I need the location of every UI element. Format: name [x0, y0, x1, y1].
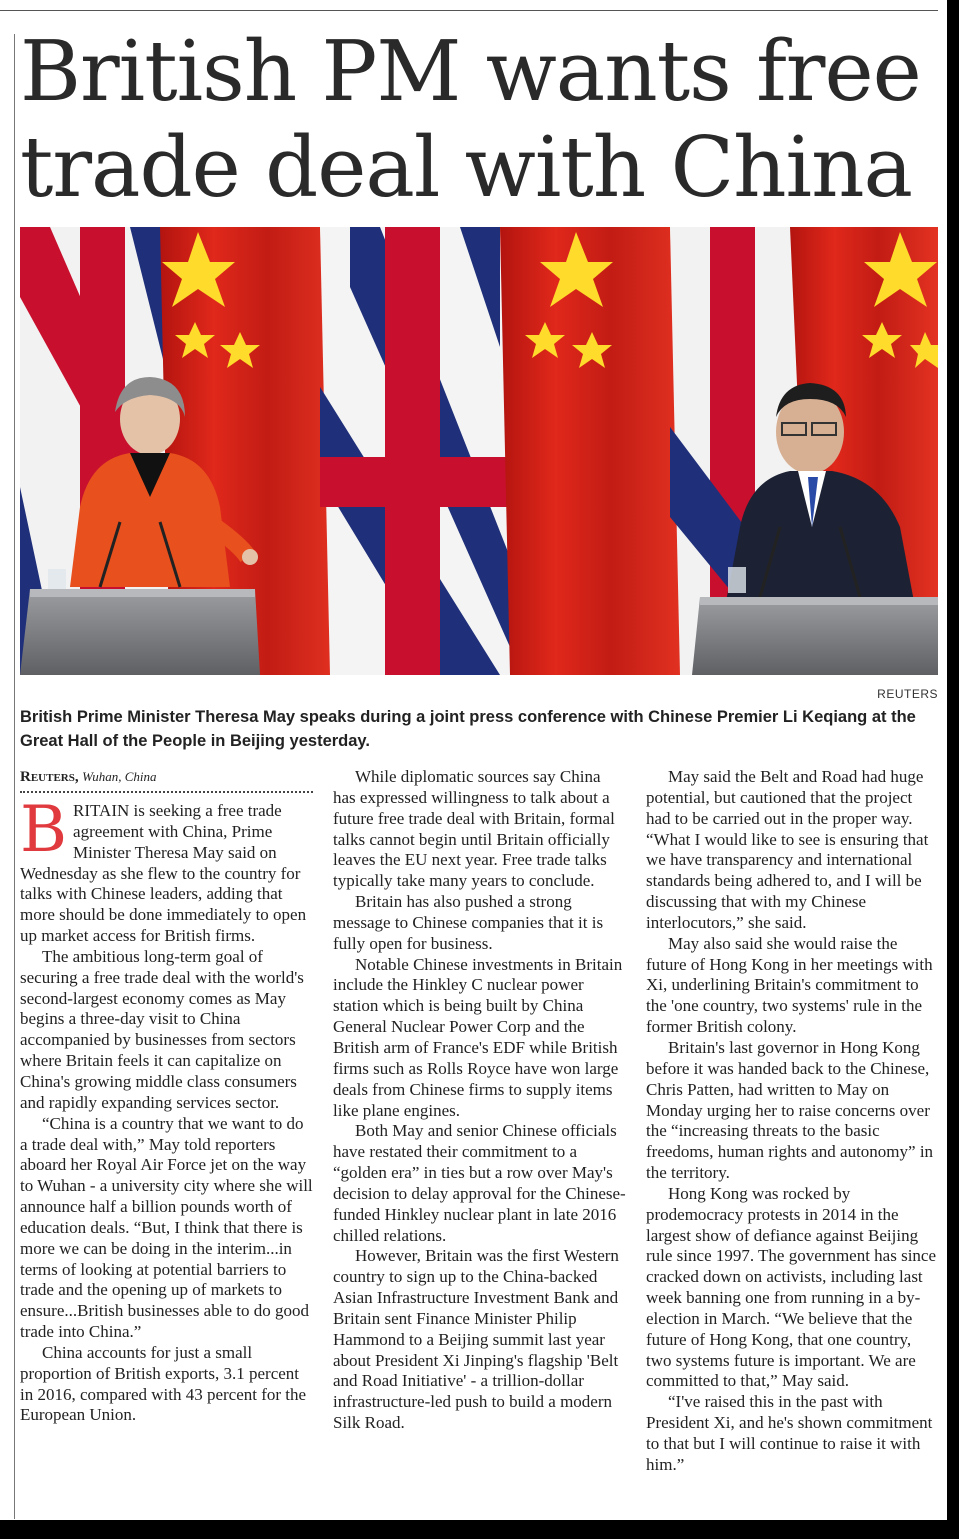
- china-flag-2: [500, 227, 685, 675]
- drop-cap: B: [20, 793, 68, 867]
- byline-agency: Reuters,: [20, 769, 79, 785]
- article-paragraph: The ambitious long-term goal of securing a free trade deal with the world's second-largest economy comes as May begins a three-day visit to China accompanied by businesses from sectors where Britain feels it can capitalize on China's growing middle class consumers and rapidly expanding services sector.: [20, 946, 304, 1112]
- photo-credit: REUTERS: [877, 687, 938, 701]
- union-flag-center: [320, 227, 520, 675]
- photo-illustration: [20, 227, 938, 675]
- article-paragraph: May said the Belt and Road had huge potential, but cautioned that the project had to be carried out in the proper way. “What I would like to see is ensuring that we have transparency and international standards being adhered to, and I will be discussing that with my Chinese interlocutors,” she said.: [646, 767, 929, 932]
- article-paragraph: May also said she would raise the future of Hong Kong in her meetings with Xi, underlining Britain's commitment to the 'one country, two systems' rule in the former British colony.: [646, 933, 933, 1037]
- article-paragraph: Britain has also pushed a strong message to Chinese companies that it is fully open for business.: [333, 892, 604, 953]
- top-rule: [0, 10, 938, 11]
- byline-place: Wuhan, China: [82, 769, 157, 784]
- byline: [20, 767, 313, 787]
- article-paragraph: Both May and senior Chinese officials have restated their commitment to a “golden era” in ties but a row over May's decision to delay approval for the Chinese-funded Hinkley nuclear plant in late 2016 chilled relations.: [333, 1121, 626, 1245]
- left-rule: [14, 34, 15, 1519]
- article-paragraph: “I've raised this in the past with President Xi, and he's shown commitment to that but I will continue to raise it with him.”: [646, 1392, 933, 1474]
- press-conference-photo: [20, 227, 938, 675]
- article-paragraph: However, Britain was the first Western country to sign up to the China-backed Asian Infrastructure Investment Bank and Britain sent Finance Minister Philip Hammond to a Beijing summit last year about President Xi Jinping's flagship 'Belt and Road Initiative' - a trillion-dollar infrastructure-led push to build a modern Silk Road.: [333, 1246, 619, 1433]
- article-paragraph: Hong Kong was rocked by prodemocracy protests in 2014 in the largest show of defiance against Beijing rule since 1997. The government has since cracked down on activists, including last week banning one from running in a by-election in March. “We believe that the future of Hong Kong, that one country, two systems future is important. We are committed to that,” May said.: [646, 1183, 937, 1391]
- article-column-3: [646, 767, 939, 1476]
- article-column-1: [20, 767, 313, 1426]
- headline-line-2: trade deal with China: [20, 119, 913, 216]
- headline-line-1: British PM wants free: [20, 23, 921, 120]
- article-paragraph: China accounts for just a small proportion of British exports, 3.1 percent in 2016, compared with 43 percent for the European Union.: [20, 1342, 307, 1425]
- left-podium: [20, 589, 260, 675]
- paragraph-text: RITAIN is seeking a free trade agreement with China, Prime Minister Theresa May said on Wednesday as she flew to the country for talks with Chinese leaders, adding that more should be done immediately to open up market access for British firms.: [20, 801, 307, 946]
- article-paragraph: Britain's last governor in Hong Kong before it was handed back to the Chinese, Chris Patten, had written to May on Monday urging her to raise concerns over the “increasing threats to the basic freedoms, human rights and autonomy” in the territory.: [646, 1037, 934, 1183]
- article-column-2: [333, 767, 626, 1434]
- article-paragraph: “China is a country that we want to do a trade deal with,” May told reporters aboard her Royal Air Force jet on the way to Wuhan - a university city where she will announce half a billion pounds worth of education deals. “But, I think that there is more we can be doing in the interim...in terms of looking at potential barriers to trade and the opening up of markets to ensure...British businesses able to do good trade into China.”: [20, 1113, 313, 1342]
- headline: [20, 24, 947, 216]
- right-podium: [692, 597, 938, 675]
- article-paragraph: [20, 793, 313, 947]
- article-paragraph: Notable Chinese investments in Britain include the Hinkley C nuclear power station which is being built by China General Nuclear Power Corp and the British arm of France's EDF while British firms such as Rolls Royce have won large deals from Chinese firms to supply items like plane engines.: [333, 954, 623, 1120]
- article-paragraph: While diplomatic sources say China has expressed willingness to talk about a future free trade deal with Britain, formal talks cannot begin until Britain officially leaves the EU next year. Free trade talks typically take many years to conclude.: [333, 767, 615, 891]
- photo-caption: British Prime Minister Theresa May speaks during a joint press conference with Chinese Premier Li Keqiang at the Great Hall of the People in Beijing yesterday.: [20, 708, 916, 750]
